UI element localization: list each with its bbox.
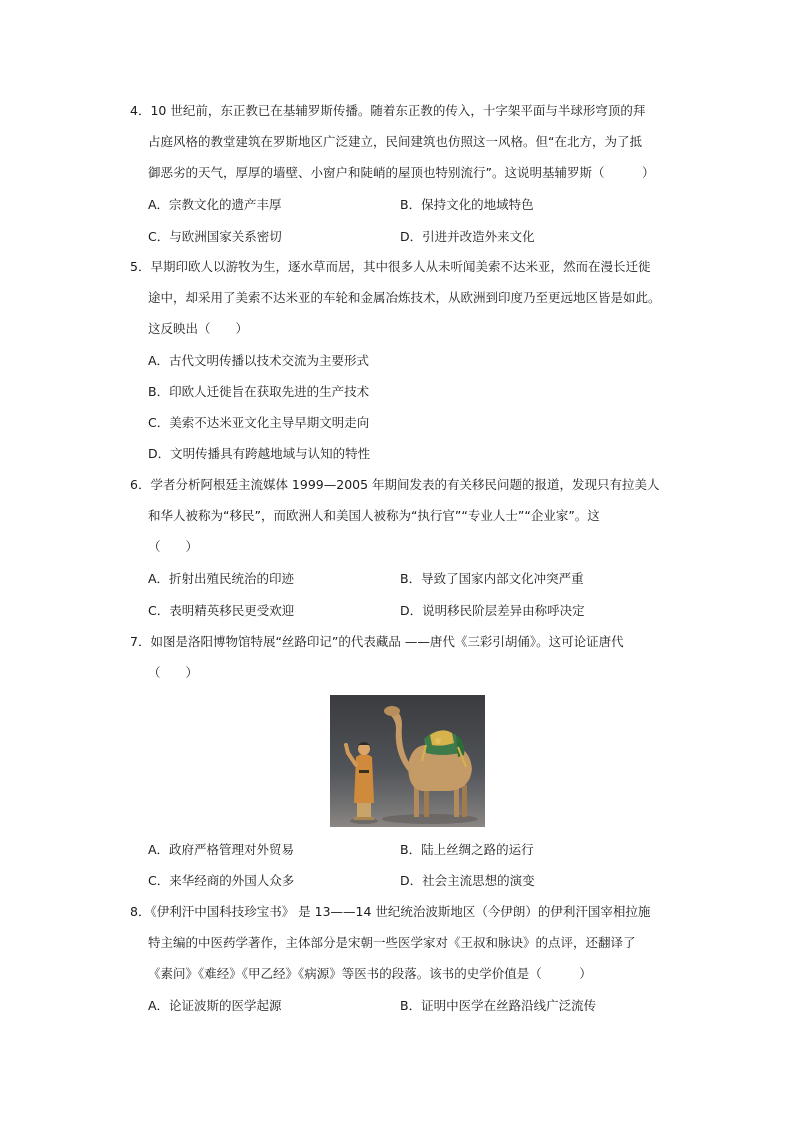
q5-option-c[interactable]: C．美索不达米亚文化主导早期文明走向 [148,415,370,430]
q8-option-a[interactable]: A．论证波斯的医学起源 [148,998,282,1013]
q7-stem-line2: （ ） [148,665,199,680]
q8-stem-line2: 特主编的中医药学著作，主体部分是宋朝一些医学家对《王叔和脉诀》的点评，还翻译了 [148,935,636,950]
q8-option-b[interactable]: B．证明中医学在丝路沿线广泛流传 [400,998,597,1013]
q4-option-b[interactable]: B．保持文化的地域特色 [400,197,534,212]
q5-option-b[interactable]: B．印欧人迁徙旨在获取先进的生产技术 [148,384,370,399]
q8-stem-line3: 《素问》《难经》《甲乙经》《病源》等医书的段落。该书的史学价值是（ ） [148,966,592,981]
q5-stem-line2: 途中，却采用了美索不达米亚的车轮和金属冶炼技术，从欧洲到印度乃至更远地区皆是如此。 [148,290,661,305]
q4-option-a[interactable]: A．宗教文化的遗产丰厚 [148,197,282,212]
q6-option-d[interactable]: D．说明移民阶层差异由称呼决定 [400,603,585,618]
q6-stem-line1: 6．学者分析阿根廷主流媒体 1999—2005 年期间发表的有关移民问题的报道，发现只有拉美人 [130,477,660,492]
q5-stem-line1: 5．早期印欧人以游牧为生，逐水草而居，其中很多人从未听闻美索不达米亚，然而在漫长迁徙 [130,259,651,274]
tang-sancai-figurine-photo [330,695,485,827]
q6-option-c[interactable]: C．表明精英移民更受欢迎 [148,603,295,618]
q6-stem-line3: （ ） [148,539,199,554]
q6-option-a[interactable]: A．折射出殖民统治的印迹 [148,571,295,586]
q5-stem-line3: 这反映出（ ） [148,321,249,336]
q7-option-d[interactable]: D．社会主流思想的演变 [400,873,535,888]
q4-stem-line3: 御恶劣的天气，厚厚的墙壁、小窗户和陡峭的屋顶也特别流行”。这说明基辅罗斯（ ） [148,165,655,180]
q4-stem-line2: 占庭风格的教堂建筑在罗斯地区广泛建立，民间建筑也仿照这一风格。但“在北方，为了抵 [148,134,642,149]
q4-option-d[interactable]: D．引进并改造外来文化 [400,229,535,244]
q7-option-b[interactable]: B．陆上丝绸之路的运行 [400,842,534,857]
q7-stem-line1: 7．如图是洛阳博物馆特展“丝路印记”的代表藏品 ——唐代《三彩引胡俑》。这可论证唐代 [130,634,624,649]
q4-stem-line1: 4．10 世纪前，东正教已在基辅罗斯传播。随着东正教的传入，十字架平面与半球形穹顶的拜 [130,103,646,118]
q5-option-a[interactable]: A．古代文明传播以技术交流为主要形式 [148,353,370,368]
q5-option-d[interactable]: D．文明传播具有跨越地域与认知的特性 [148,446,371,461]
q4-option-c[interactable]: C．与欧洲国家关系密切 [148,229,282,244]
camel-and-figurine-photo-icon [330,695,485,827]
q7-option-c[interactable]: C．来华经商的外国人众多 [148,873,295,888]
q7-option-a[interactable]: A．政府严格管理对外贸易 [148,842,295,857]
q6-option-b[interactable]: B．导致了国家内部文化冲突严重 [400,571,584,586]
q8-stem-line1: 8．《伊利汗中国科技珍宝书》 是 13——14 世纪统治波斯地区（今伊朗）的伊利汗国宰相拉施 [130,904,651,919]
q6-stem-line2: 和华人被称为“移民”，而欧洲人和美国人被称为“执行官”“专业人士”“企业家”。这 [148,508,600,523]
